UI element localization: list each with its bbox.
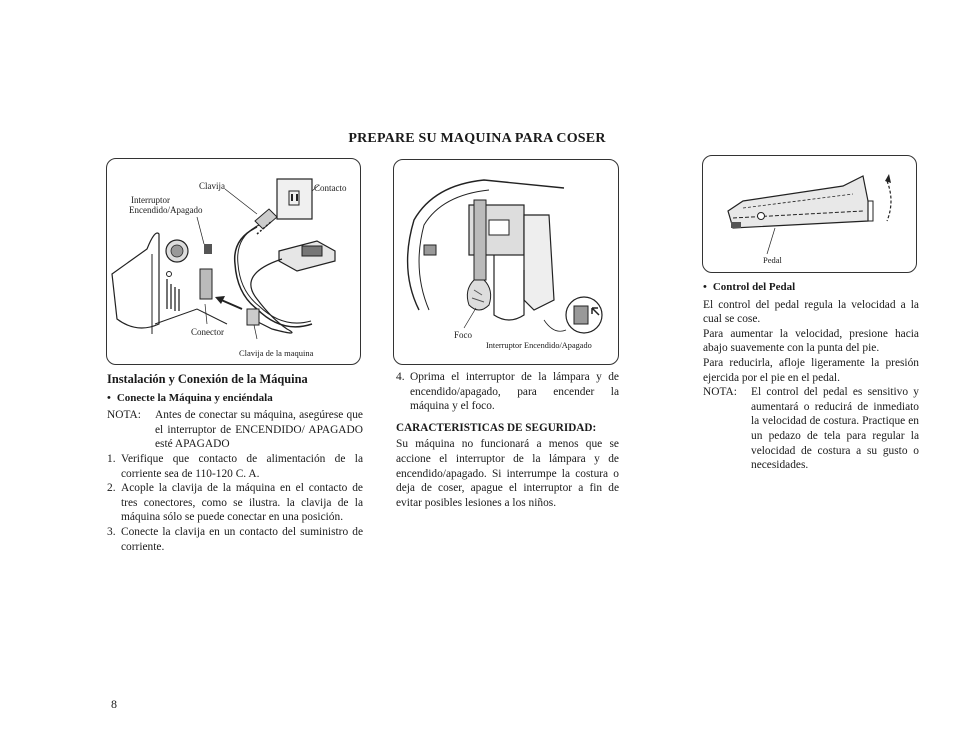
step-number: 4. bbox=[396, 371, 405, 383]
pedal-illustration bbox=[703, 156, 916, 272]
step-number: 1. bbox=[107, 452, 116, 465]
label-conector: Conector bbox=[191, 327, 224, 337]
step4-list bbox=[396, 370, 619, 414]
installation-heading: Instalación y Conexión de la Máquina bbox=[107, 372, 308, 386]
pedal-section bbox=[703, 280, 919, 473]
list-item bbox=[107, 452, 363, 481]
installation-section bbox=[107, 372, 363, 554]
page-title: PREPARE SU MAQUINA PARA COSER bbox=[348, 131, 606, 146]
note-text: El control del pedal es sensitivo y aumentará o reducirá de inmediato la velocidad de costura. Practique en un pedazo de tela para regular la velocidad de costura a su gusto o necesidades. bbox=[751, 386, 919, 472]
note-label: NOTA: bbox=[703, 386, 737, 399]
lamp-switch-figure bbox=[393, 159, 619, 365]
label-interruptor-line2: Encendido/Apagado bbox=[129, 205, 203, 215]
step-text: Acople la clavija de la máquina en el contacto de tres conectores, como se ilustra. la clavija de la máquina sólo se puede conectar en una posición. bbox=[121, 482, 363, 524]
lamp-switch-illustration bbox=[394, 160, 618, 364]
safety-text: Su máquina no funcionará a menos que se accione el interruptor de la lámpara y de encendido/apagado. Si interrumpe la costura o deja de coser, apague el interruptor a fin de evitar posibles lesiones a los niños. bbox=[396, 438, 619, 509]
pedal-figure bbox=[702, 155, 917, 273]
label-pedal: Pedal bbox=[763, 255, 782, 265]
step-number: 2. bbox=[107, 482, 116, 495]
pedal-subheading: • Control del Pedal bbox=[703, 280, 919, 295]
pedal-paragraph-2: Para aumentar la velocidad, presione hacia abajo suavemente con la punta del pie. bbox=[703, 327, 919, 355]
pedal-paragraph-1: El control del pedal regula la velocidad a la cual se cose. bbox=[703, 298, 919, 326]
note-label: NOTA: bbox=[107, 409, 141, 422]
label-clavija: Clavija bbox=[199, 181, 225, 191]
list-item bbox=[396, 370, 619, 414]
steps-list bbox=[107, 452, 363, 554]
note-text: Antes de conectar su máquina, asegúrese que el interruptor de ENCENDIDO/ APAGADO esté APAGADO bbox=[155, 409, 363, 451]
step-text: Oprima el interruptor de la lámpara y de encendido/apagado, para encender la máquina y el foco. bbox=[410, 371, 619, 413]
label-contacto: Contacto bbox=[314, 183, 347, 193]
list-item bbox=[107, 481, 363, 525]
label-foco: Foco bbox=[454, 330, 472, 340]
note-block bbox=[107, 408, 363, 452]
power-connection-figure bbox=[106, 158, 361, 365]
label-clavija-maquina: Clavija de la maquina bbox=[239, 348, 314, 358]
step-number: 3. bbox=[107, 525, 116, 538]
pedal-note-block bbox=[703, 385, 919, 473]
label-interruptor-encendido: Interruptor Encendido/Apagado bbox=[486, 341, 592, 350]
page-number: 8 bbox=[111, 697, 117, 711]
list-item bbox=[107, 525, 363, 554]
pedal-paragraph-3: Para reducirla, afloje ligeramente la presión ejercida por el pie en el pedal. bbox=[703, 356, 919, 384]
label-interruptor-line1: Interruptor bbox=[131, 195, 170, 205]
step-text: Conecte la clavija en un contacto del suministro de corriente. bbox=[121, 525, 363, 553]
connect-subheading: • Conecte la Máquina y enciéndala bbox=[107, 391, 363, 406]
safety-section bbox=[396, 370, 619, 510]
safety-heading: CARACTERISTICAS DE SEGURIDAD: bbox=[396, 421, 597, 434]
step-text: Verifique que contacto de alimentación de la corriente sea de 110-120 C. A. bbox=[121, 452, 363, 480]
